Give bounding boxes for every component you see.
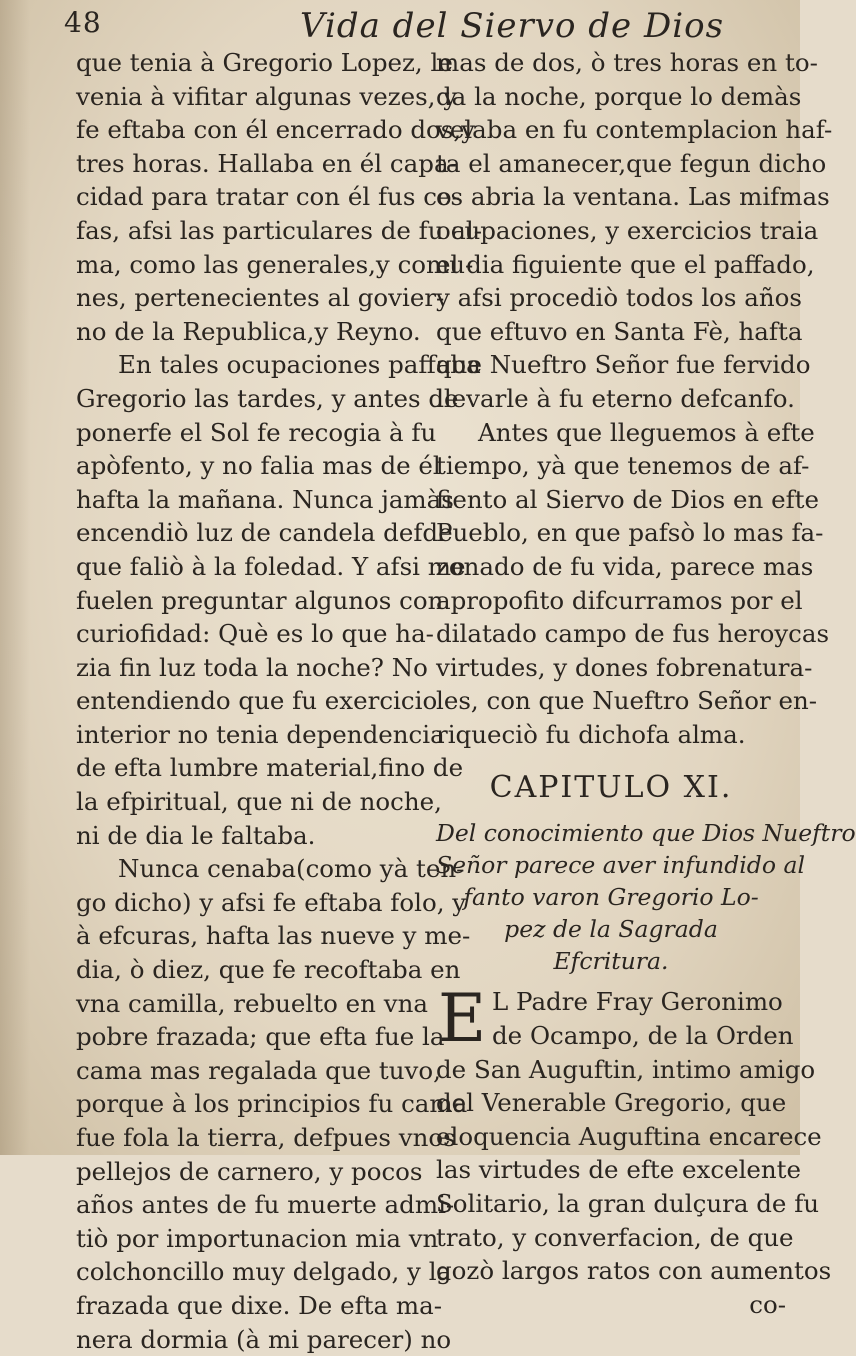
text-line: el dia figuiente que el paffado, [436,249,815,279]
text-line: tres horas. Hallaba en él capa- [76,148,457,178]
text-line: apropofito difcurramos por el [436,585,803,615]
page-gutter-shadow [0,0,30,1155]
running-title: Vida del Siervo de Dios [300,6,725,46]
text-line: gozò largos ratos con aumentos [436,1256,832,1286]
text-line: que tenia à Gregorio Lopez, le [76,48,453,77]
text-line: tiempo, yà que tenemos de af- [436,451,810,481]
text-line: de Ocampo, de la Orden [492,1021,794,1051]
text-line: dia, ò diez, que fe recoftaba en [76,955,461,985]
text-line: fas, afsi las particulares de fu al- [76,215,483,245]
text-line: eloquencia Auguftina encarece [436,1121,822,1151]
text-line: trato, y converfacion, de que [436,1222,794,1252]
text-line: encendiò luz de candela defde [76,518,453,548]
text-line: pellejos de carnero, y pocos [76,1156,423,1186]
text-line: ponerfe el Sol fe recogia à fu [76,417,437,447]
summary-line: fanto varon Gregorio Lo- [463,883,759,912]
right-column [436,46,856,1321]
chapter-summary [436,817,856,977]
text-line: nes, pertenecientes al govier- [76,283,445,313]
text-line: virtudes, y dones fobrenatura- [436,652,813,682]
text-line: no de la Republica,y Reyno. [76,316,421,346]
text-line: mas de dos, ò tres horas en to- [436,48,818,77]
text-line: cidad para tratar con él fus co- [76,182,460,212]
summary-line: Señor parece aver infundido al [436,851,805,880]
text-line: vna camilla, rebuelto en vna [76,988,428,1018]
text-line: zonado de fu vida, parece mas [436,551,814,581]
chapter-heading: CAPITULO XI. [489,770,733,806]
text-line: de efta lumbre material,fino de [76,753,464,783]
text-line: dilatado campo de fus heroycas [436,619,830,649]
summary-line: Efcritura. [553,947,669,976]
summary-line: pez de la Sagrada [504,915,718,944]
text-line: L Padre Fray Geronimo [492,987,783,1017]
text-line: cama mas regalada que tuvo, [76,1055,441,1085]
chapter-opening [436,980,832,1321]
text-line: Gregorio las tardes, y antes de [76,383,459,413]
summary-line: Del conocimiento que Dios Nueftro [436,819,856,848]
text-line: Antes que lleguemos à efte [478,417,815,447]
text-line: fiento al Siervo de Dios en efte [436,484,819,514]
text-line: curiofidad: Què es lo que ha- [76,619,434,649]
text-line: ocupaciones, y exercicios traia [436,215,819,245]
text-line: à efcuras, hafta las nueve y me- [76,921,471,951]
text-line: años antes de fu muerte admi- [76,1190,455,1220]
text-line: que eftuvo en Santa Fè, hafta [436,316,803,346]
text-line: que Nueftro Señor fue fervido [436,350,811,380]
text-line: las virtudes de efte excelente [436,1155,802,1185]
text-line: En tales ocupaciones paffaba [118,350,481,380]
text-line: Solitario, la gran dulçura de fu [436,1189,820,1219]
text-line: y afsi procediò todos los años [436,283,802,313]
text-line: entendiendo que fu exercicio [76,686,438,716]
text-line: ta el amanecer,que fegun dicho [436,148,827,178]
text-line: ma, como las generales,y comu- [76,249,474,279]
text-line: co- [749,1289,786,1319]
text-line: zia fin luz toda la noche? No [76,652,428,682]
text-line: porque à los principios fu cama [76,1089,468,1119]
text-line: fue fola la tierra, defpues vnos [76,1123,456,1152]
text-line: venia à vifitar algunas vezes, y [76,81,458,111]
text-line: del Venerable Gregorio, que [436,1088,787,1118]
text-line: llevarle à fu eterno defcanfo. [436,383,795,413]
text-line: frazada que dixe. De efta ma- [76,1290,442,1320]
text-line: interior no tenia dependencia [76,719,445,749]
text-line: fuelen preguntar algunos con [76,585,444,615]
text-line: les, con que Nueftro Señor en- [436,686,818,716]
drop-cap: E [438,980,487,1058]
text-line: fe eftaba con él encerrado dos,y [76,115,475,145]
text-line: Nunca cenaba(como yà ten- [118,854,465,884]
text-line: velaba en fu contemplacion haf- [436,115,833,145]
text-line: go dicho) y afsi fe eftaba folo, y [76,887,467,917]
text-line: es abria la ventana. Las mifmas [436,182,830,212]
text-line: la efpiritual, que ni de noche, [76,787,442,817]
running-head [0,6,800,46]
left-column [76,46,483,1356]
text-line: apòfento, y no falia mas de él [76,451,441,481]
text-line: que faliò à la foledad. Y afsi me [76,551,466,581]
page-number: 48 [64,6,102,39]
text-line: riqueciò fu dichofa alma. [436,719,746,749]
text-line: de San Auguftin, intimo amigo [436,1054,816,1084]
text-line: hafta la mañana. Nunca jamàs [76,484,454,514]
text-line: pobre frazada; que efta fue la [76,1022,445,1052]
text-line: colchoncillo muy delgado, y la [76,1257,452,1287]
text-line: tiò por importunacion mia vn [76,1223,439,1253]
text-line: Pueblo, en que pafsò lo mas fa- [436,518,824,548]
text-line: da la noche, porque lo demàs [436,81,802,111]
text-line: nera dormia (à mi parecer) no [76,1324,452,1354]
text-line: ni de dia le faltaba. [76,820,316,850]
